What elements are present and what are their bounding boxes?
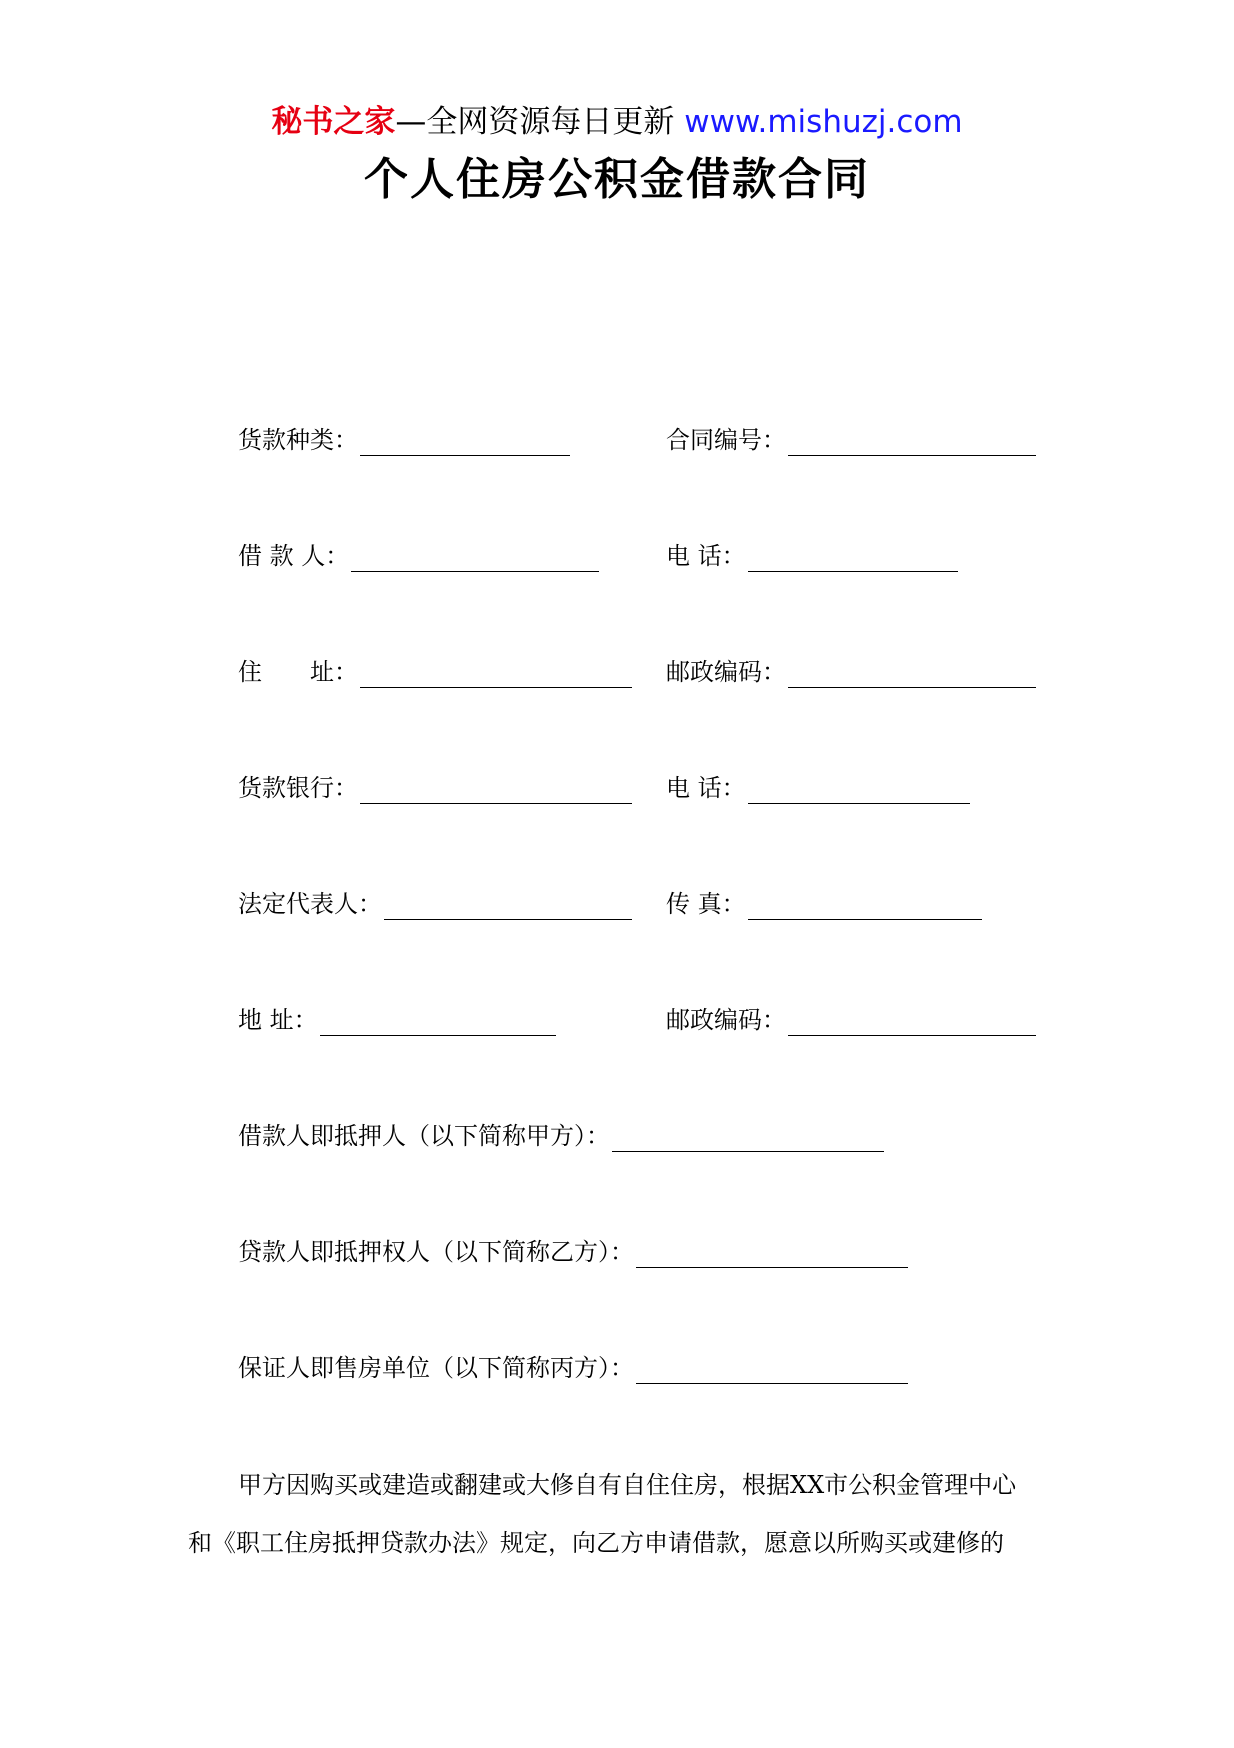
field-label: 住 址：	[238, 658, 358, 686]
field-label: 借款人即抵押人（以下简称甲方）：	[238, 1122, 610, 1150]
fill-line[interactable]	[360, 775, 632, 804]
field-label: 电 话：	[666, 542, 746, 570]
field-label: 贷款人即抵押权人（以下简称乙方）：	[238, 1238, 634, 1266]
fill-line[interactable]	[636, 1239, 908, 1268]
fill-line[interactable]	[748, 775, 970, 804]
field-bank	[238, 772, 632, 804]
fill-line[interactable]	[360, 427, 570, 456]
document-title: 个人住房公积金借款合同	[364, 154, 870, 205]
fill-line[interactable]	[788, 427, 1036, 456]
body-paragraph-line-1: 甲方因购买或建造或翻建或大修自有自住住房，根据XX市公积金管理中心	[238, 1471, 1017, 1499]
field-bank-postcode	[666, 1004, 1036, 1036]
fill-line[interactable]	[636, 1355, 908, 1384]
fill-line[interactable]	[320, 1007, 556, 1036]
brand-name: 秘书之家	[271, 104, 396, 140]
field-address	[238, 656, 632, 688]
field-bank-address	[238, 1004, 556, 1036]
field-label: 电 话：	[666, 774, 746, 802]
field-label: 传 真：	[666, 890, 746, 918]
field-party-a	[238, 1120, 884, 1152]
field-borrower-phone	[666, 540, 958, 572]
fill-line[interactable]	[351, 543, 599, 572]
field-legal-rep	[238, 888, 632, 920]
fill-line[interactable]	[384, 891, 632, 920]
field-postcode	[666, 656, 1036, 688]
field-party-c	[238, 1352, 908, 1384]
field-label: 地 址：	[238, 1006, 318, 1034]
field-label: 货款种类：	[238, 426, 358, 454]
field-loan-type	[238, 424, 570, 456]
brand-slogan: —全网资源每日更新	[395, 104, 685, 140]
fill-line[interactable]	[360, 659, 632, 688]
fill-line[interactable]	[788, 659, 1036, 688]
site-url[interactable]: www.mishuzj.com	[684, 104, 963, 140]
field-label: 保证人即售房单位（以下简称丙方）：	[238, 1354, 634, 1382]
fill-line[interactable]	[748, 891, 982, 920]
field-party-b	[238, 1236, 908, 1268]
field-label: 借 款 人：	[238, 542, 350, 570]
field-bank-phone	[666, 772, 970, 804]
field-contract-no	[666, 424, 1036, 456]
field-label: 合同编号：	[666, 426, 786, 454]
field-label: 货款银行：	[238, 774, 358, 802]
field-label: 邮政编码：	[666, 658, 786, 686]
fill-line[interactable]	[748, 543, 958, 572]
field-fax	[666, 888, 982, 920]
field-label: 邮政编码：	[666, 1006, 786, 1034]
fill-line[interactable]	[788, 1007, 1036, 1036]
field-label: 法定代表人：	[238, 890, 382, 918]
fill-line[interactable]	[612, 1123, 884, 1152]
site-banner	[0, 100, 1234, 144]
body-paragraph-line-2: 和《职工住房抵押贷款办法》规定，向乙方申请借款，愿意以所购买或建修的	[188, 1529, 1004, 1557]
field-borrower	[238, 540, 599, 572]
